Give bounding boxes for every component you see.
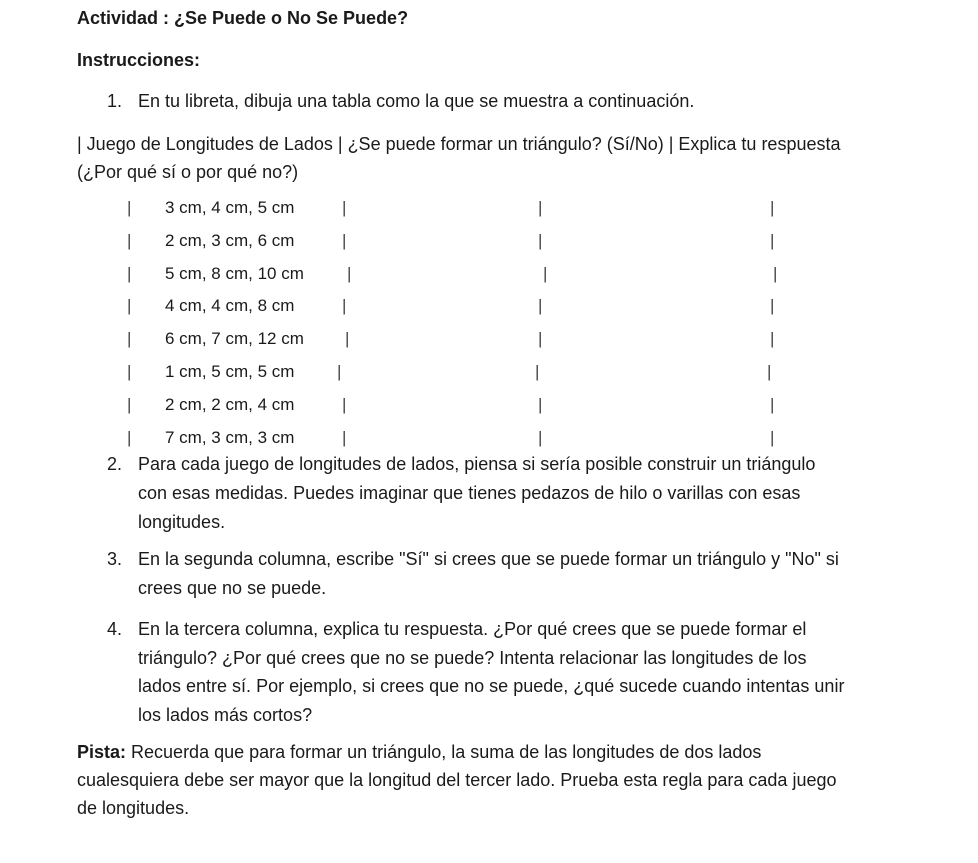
step-1 — [107, 89, 847, 114]
table-row — [0, 326, 978, 359]
step-2 — [107, 450, 847, 537]
row-left-separator: | — [127, 198, 132, 217]
row-mid-separator-2: | — [538, 230, 543, 250]
table-row — [0, 195, 978, 228]
row-mid-separator: | — [337, 361, 342, 381]
row-right-separator: | — [770, 230, 775, 250]
row-mid-separator-2: | — [538, 427, 543, 447]
length-table — [0, 195, 978, 457]
row-left-separator: | — [127, 394, 132, 414]
row-mid-separator: | — [347, 263, 352, 283]
step-text: En la segunda columna, escribe "Sí" si crees que se puede formar un triángulo y "No" si crees que no se puede. — [138, 549, 839, 598]
row-mid-separator: | — [342, 198, 347, 217]
row-mid-separator: | — [342, 230, 347, 250]
row-mid-separator-2: | — [538, 198, 543, 217]
row-mid-separator-2: | — [543, 263, 548, 283]
row-left-separator: | — [127, 230, 132, 250]
row-mid-separator: | — [342, 394, 347, 414]
step-number: 3. — [107, 549, 123, 569]
row-left-separator: | — [127, 361, 132, 381]
row-lengths: 4 cm, 4 cm, 8 cm — [165, 296, 295, 316]
row-mid-separator-2: | — [538, 394, 543, 414]
row-mid-separator: | — [345, 329, 350, 349]
hint-text: Recuerda que para formar un triángulo, la suma de las longitudes de dos lados cualesquiera debe ser mayor que la longitud del tercer lado. Prueba esta regla para cada juego de longitudes. — [77, 742, 837, 818]
row-right-separator: | — [767, 361, 772, 381]
row-right-separator: | — [770, 427, 775, 447]
step-text: Para cada juego de longitudes de lados, piensa si sería posible construir un triángulo con esas medidas. Puedes imaginar que tienes pedazos de hilo o varillas con esas longitudes. — [138, 454, 816, 532]
row-right-separator: | — [770, 296, 775, 316]
row-lengths: 5 cm, 8 cm, 10 cm — [165, 263, 304, 283]
instructions-heading: Instrucciones: — [77, 50, 201, 70]
row-lengths: 3 cm, 4 cm, 5 cm — [165, 198, 295, 217]
row-left-separator: | — [127, 427, 132, 447]
row-right-separator: | — [770, 198, 775, 217]
row-left-separator: | — [127, 329, 132, 349]
step-number: 4. — [107, 619, 123, 639]
row-mid-separator: | — [342, 296, 347, 316]
row-lengths: 2 cm, 3 cm, 6 cm — [165, 230, 295, 250]
row-lengths: 1 cm, 5 cm, 5 cm — [165, 361, 295, 381]
hint-paragraph — [77, 738, 847, 822]
row-lengths: 2 cm, 2 cm, 4 cm — [165, 394, 295, 414]
row-mid-separator-2: | — [535, 361, 540, 381]
row-lengths: 7 cm, 3 cm, 3 cm — [165, 427, 295, 447]
row-right-separator: | — [770, 329, 775, 349]
row-right-separator: | — [770, 394, 775, 414]
row-left-separator: | — [127, 263, 132, 283]
step-3 — [107, 545, 847, 603]
row-mid-separator-2: | — [538, 329, 543, 349]
table-header-text: | Juego de Longitudes de Lados | ¿Se puede formar un triángulo? (Sí/No) | Explica tu respuesta (¿Por qué sí o por qué no?) — [77, 134, 841, 182]
step-number: 2. — [107, 454, 123, 474]
table-row — [0, 228, 978, 261]
table-row — [0, 392, 978, 425]
step-text: En tu libreta, dibuja una tabla como la que se muestra a continuación. — [138, 91, 695, 111]
step-text: En la tercera columna, explica tu respuesta. ¿Por qué crees que se puede formar el triángulo? ¿Por qué crees que no se puede? Intenta relacionar las longitudes de los lados entre sí. Por ejemplo, si crees que no se puede, ¿qué sucede cuando intentas unir los lados más cortos? — [138, 619, 845, 725]
row-left-separator: | — [127, 296, 132, 316]
row-lengths: 6 cm, 7 cm, 12 cm — [165, 329, 304, 349]
table-row — [0, 261, 978, 294]
hint-label: Pista: — [77, 742, 127, 762]
step-number: 1. — [107, 91, 123, 111]
table-row — [0, 293, 978, 326]
row-mid-separator: | — [342, 427, 347, 447]
row-right-separator: | — [773, 263, 778, 283]
step-4 — [107, 615, 847, 729]
row-mid-separator-2: | — [538, 296, 543, 316]
activity-title: Actividad : ¿Se Puede o No Se Puede? — [77, 8, 409, 28]
table-row — [0, 359, 978, 392]
